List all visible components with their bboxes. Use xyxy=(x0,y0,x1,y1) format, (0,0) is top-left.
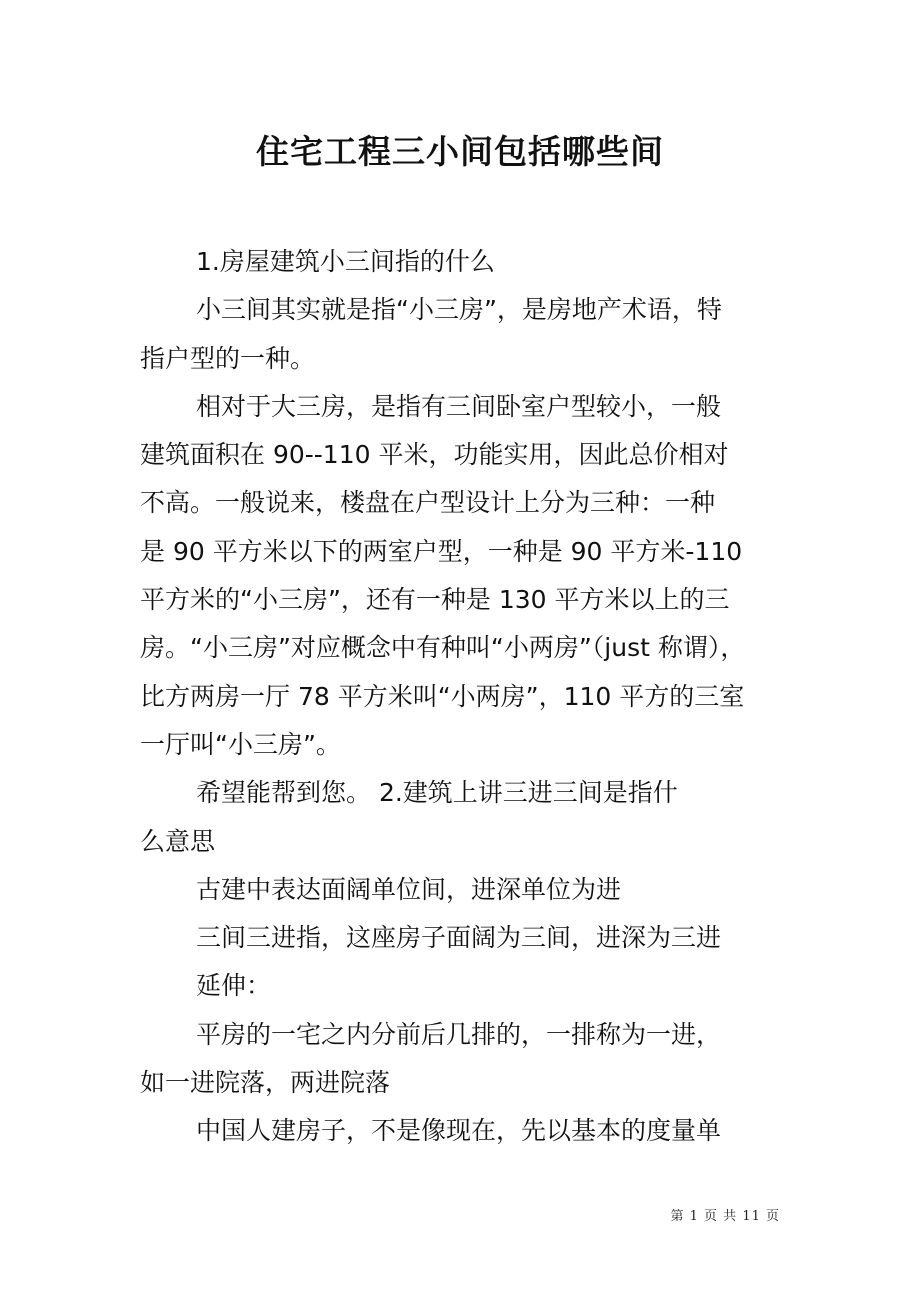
body-line: 一厅叫“小三房”。 xyxy=(140,729,341,759)
body-line: 建筑面积在 90--110 平米，功能实用，因此总价相对 xyxy=(140,440,729,470)
body-line: 不高。一般说来，楼盘在户型设计上分为三种：一种 xyxy=(140,488,716,518)
body-line: 平方米的“小三房”，还有一种是 130 平方米以上的三 xyxy=(140,585,730,615)
body-line: 古建中表达面阔单位间，进深单位为进 xyxy=(196,874,622,904)
body-line: 指户型的一种。 xyxy=(140,343,316,373)
body-line: 是 90 平方米以下的两室户型，一种是 90 平方米-110 xyxy=(140,536,743,566)
body-line: 如一进院落，两进院落 xyxy=(140,1068,391,1098)
body-line: 小三间其实就是指“小三房”，是房地产术语，特 xyxy=(196,295,722,325)
body-line: 三间三进指，这座房子面阔为三间，进深为三进 xyxy=(196,923,722,953)
document-title: 住宅工程三小间包括哪些间 xyxy=(256,132,664,171)
body-line: 房。“小三房”对应概念中有种叫“小两房”（just 称谓）， xyxy=(140,633,746,663)
body-line: 平房的一宅之内分前后几排的，一排称为一进， xyxy=(196,1019,722,1049)
body-line: 比方两房一厅 78 平方米叫“小两房”，110 平方的三室 xyxy=(140,681,745,711)
page-number: 第 1 页 共 11 页 xyxy=(670,1209,780,1224)
body-line: 延伸： xyxy=(196,971,272,1001)
body-line: 中国人建房子，不是像现在，先以基本的度量单 xyxy=(196,1116,722,1146)
body-line: 么意思 xyxy=(140,826,216,856)
body-line: 希望能帮到您。 2.建筑上讲三进三间是指什 xyxy=(196,778,678,808)
body-line: 相对于大三房，是指有三间卧室户型较小，一般 xyxy=(196,391,722,421)
body-line: 1.房屋建筑小三间指的什么 xyxy=(196,247,495,276)
document-body xyxy=(140,238,782,1156)
